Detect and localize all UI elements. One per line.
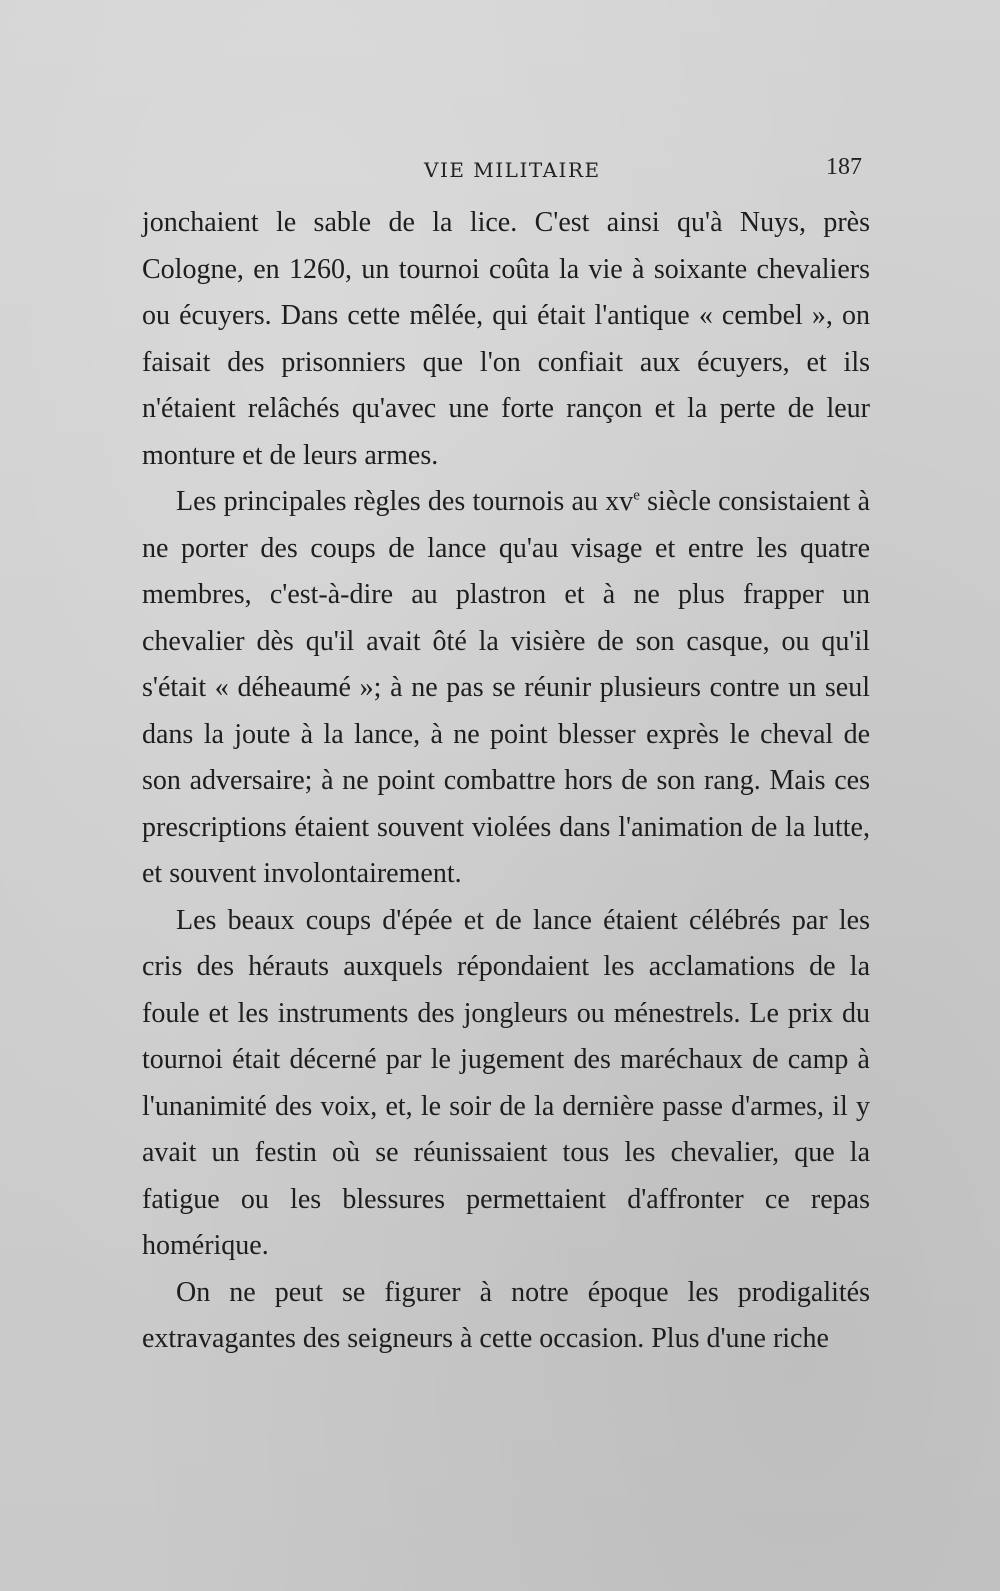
page-header: [140, 150, 862, 190]
superscript-e: e: [633, 487, 640, 504]
paragraph-2-part-2: siècle consistaient à ne porter des coups de lance qu'au visage et entre les quatre membres, c'est-à-dire au plastron et à ne plus frapper un chevalier dès qu'il avait ôté la visière de son casque, ou qu'il s'était « déheaumé »; à ne pas se réunir plusieurs contre un seul dans la joute à la lance, à ne point blesser exprès le cheval de son adversaire; à ne point combattre hors de son rang. Mais ces prescriptions étaient souvent violées dans l'animation de la lutte, et souvent involontairement.: [142, 486, 871, 889]
paragraph-2: [142, 479, 870, 898]
paragraph-3: Les beaux coups d'épée et de lance étaient célébrés par les cris des hérauts auxquels répondaient les acclamations de la foule et les instruments des jongleurs ou ménestrels. Le prix du tournoi était décerné par le jugement des maréchaux de camp à l'unanimité des voix, et, le soir de la dernière passe d'armes, il y avait un festin où se réunissaient tous les chevalier, que la fatigue ou les blessures permettaient d'affronter ce repas homérique.: [142, 904, 870, 1261]
body-text: [142, 200, 870, 1363]
paragraph-4: On ne peut se figurer à notre époque les prodigalités extravagantes des seigneurs à cette occasion. Plus d'une riche: [142, 1276, 870, 1354]
running-title: VIE MILITAIRE: [424, 158, 601, 182]
paragraph-1: jonchaient le sable de la lice. C'est ainsi qu'à Nuys, près Cologne, en 1260, un tournoi coûta la vie à soixante chevaliers ou écuyers. Dans cette mêlée, qui était l'antique « cembel », on faisait des prisonniers que l'on confiait aux écuyers, et ils n'étaient relâchés qu'avec une forte rançon et la perte de leur monture et de leurs armes.: [142, 207, 870, 471]
paragraph-2-part-1: Les principales règles des tournois au xv: [176, 486, 634, 517]
page-number: 187: [826, 154, 862, 180]
